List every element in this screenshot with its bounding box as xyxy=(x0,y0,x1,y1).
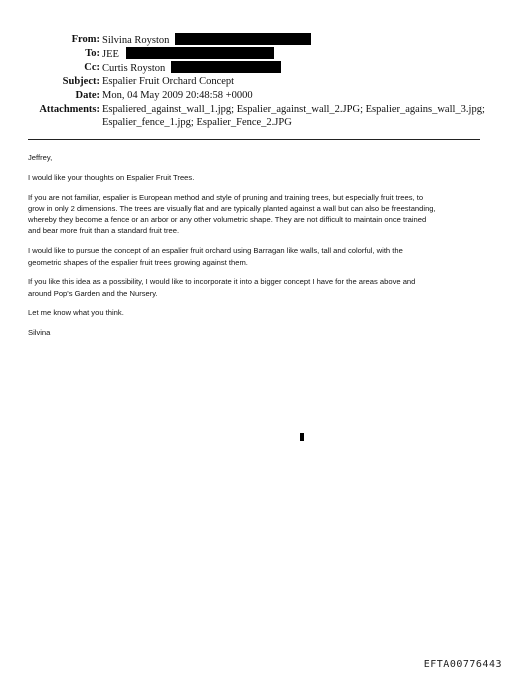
subject-label: Subject: xyxy=(62,76,100,87)
signature: Silvina xyxy=(28,328,51,338)
from-label: From: xyxy=(71,34,100,45)
from-row xyxy=(0,33,512,47)
redaction-bar xyxy=(175,33,311,45)
paragraph-4-line: If you like this idea as a possibility, I would like to incorporate it into a bigger concept I have for the areas above and xyxy=(28,277,416,287)
paragraph-3-line: I would like to pursue the concept of an espalier fruit orchard using Barragan like walls, tall and colorful, with the xyxy=(28,246,403,256)
attachments-line-1[interactable]: Espaliered_against_wall_1.jpg; Espalier_against_wall_2.JPG; Espalier_agains_wall_3.jpg; xyxy=(102,104,485,115)
header-divider xyxy=(28,139,480,140)
date-value: Mon, 04 May 2009 20:48:58 +0000 xyxy=(102,90,253,101)
greeting: Jeffrey, xyxy=(28,153,53,162)
paragraph-3-line: geometric shapes of the espalier fruit trees growing against them. xyxy=(28,257,248,267)
attachments-line-2[interactable]: Espalier_fence_1.jpg; Espalier_Fence_2.JPG xyxy=(102,117,292,128)
paragraph-4-line: around Pop's Garden and the Nursery. xyxy=(28,288,158,298)
attachments-label: Attachments: xyxy=(39,104,100,115)
paragraph-4 xyxy=(28,276,484,299)
cc-row xyxy=(0,61,512,75)
email-body xyxy=(28,152,484,347)
paragraph-2-line: and bear more fruit than a standard fruit tree. xyxy=(28,226,180,236)
attachments-row-cont xyxy=(0,116,512,130)
paragraph-3 xyxy=(28,245,484,268)
subject-value: Espalier Fruit Orchard Concept xyxy=(102,76,235,87)
cc-value: Curtis Royston xyxy=(102,63,166,74)
redaction-bar xyxy=(171,61,281,73)
to-value: JEE xyxy=(102,49,119,60)
subject-row xyxy=(0,75,512,89)
from-value: Silvina Royston xyxy=(102,35,170,46)
paragraph-2 xyxy=(28,192,484,237)
redaction-mark xyxy=(300,433,304,441)
date-row xyxy=(0,89,512,103)
paragraph-2-line: whereby they become a fence or an arbor or any other volumetric shape. They are not difficult to maintain once trained xyxy=(28,215,427,225)
paragraph-5: Let me know what you think. xyxy=(28,308,124,318)
attachments-row xyxy=(0,103,512,117)
bates-number: EFTA00776443 xyxy=(423,659,502,670)
cc-label: Cc: xyxy=(84,62,100,73)
redaction-bar xyxy=(126,47,274,59)
to-row xyxy=(0,47,512,61)
to-label: To: xyxy=(85,48,100,59)
paragraph-1: I would like your thoughts on Espalier Fruit Trees. xyxy=(28,172,195,182)
date-label: Date: xyxy=(75,90,100,101)
paragraph-2-line: If you are not familiar, espalier is European method and style of pruning and training trees, but especially fruit trees, to xyxy=(28,192,424,202)
paragraph-2-line: grow in only 2 dimensions. The trees are visually flat and are typically planted against a wall but can also be freestanding, xyxy=(28,203,436,213)
